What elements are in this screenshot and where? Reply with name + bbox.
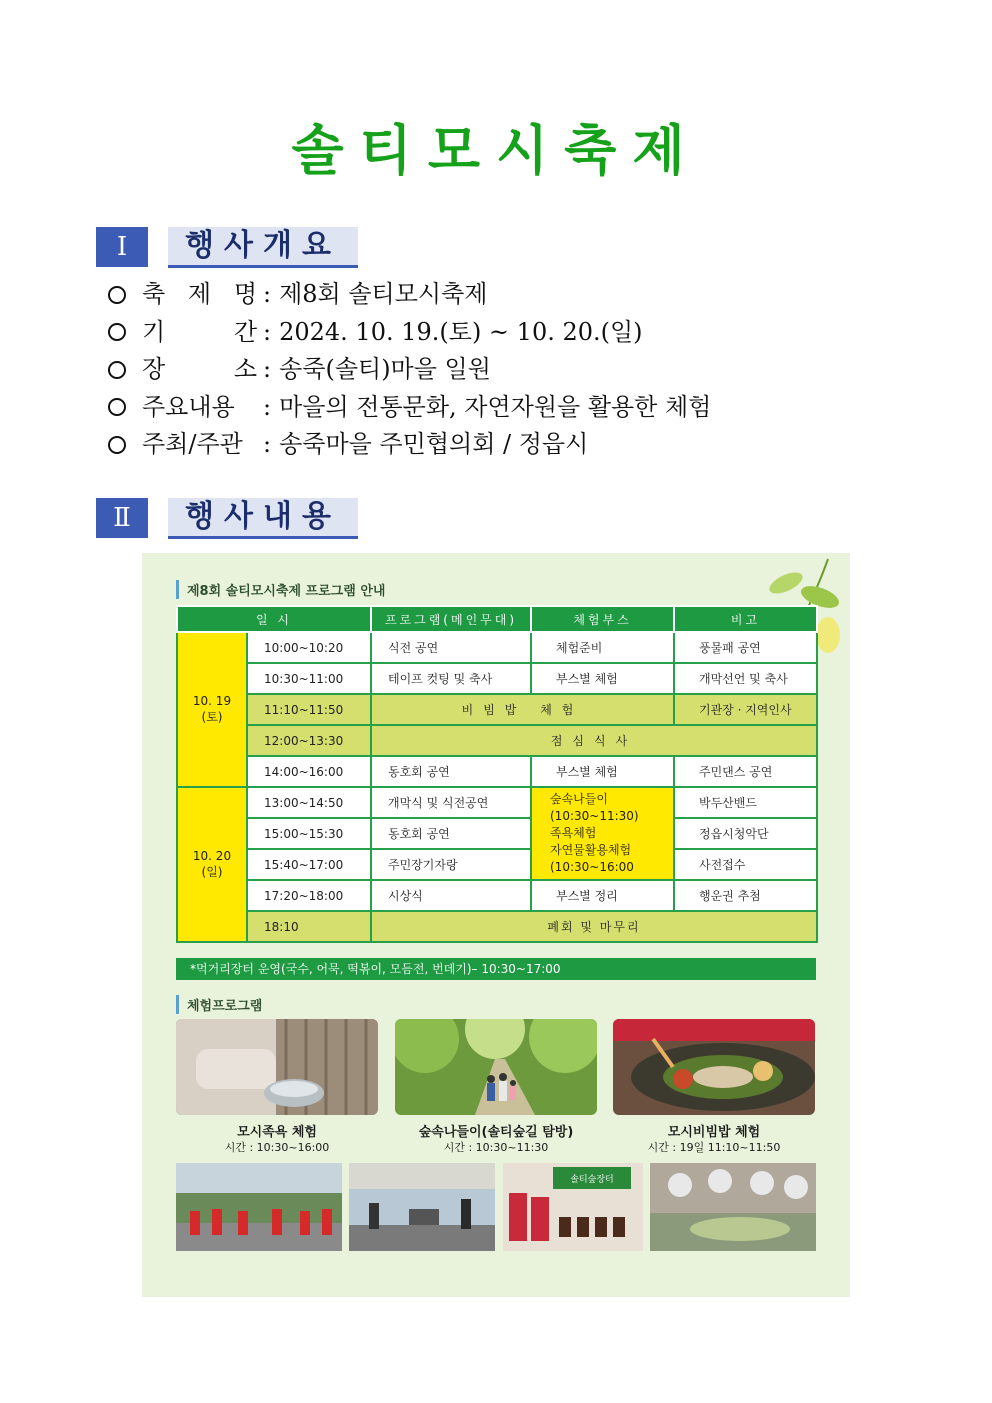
circle-bullet-icon xyxy=(108,436,126,454)
schedule-table xyxy=(176,605,818,943)
circle-bullet-icon xyxy=(108,361,126,379)
overview-item: 기 간 : 2024. 10. 19.(토) ~ 10. 20.(일) xyxy=(108,314,928,352)
time-cell: 12:00~13:30 xyxy=(247,725,371,756)
section-label: 행사개요 xyxy=(168,227,358,268)
time-cell: 13:00~14:50 xyxy=(247,787,371,818)
table-row xyxy=(177,663,817,694)
booth-cell: 체험준비 xyxy=(531,632,674,663)
forest-walk-photo xyxy=(395,1019,597,1115)
bibimbap-photo xyxy=(613,1019,815,1115)
table-header-row xyxy=(177,606,817,632)
day-cell xyxy=(177,632,247,787)
overview-item: 주최/주관 : 송죽마을 주민협의회 / 정읍시 xyxy=(108,426,928,464)
time-cell: 10:00~10:20 xyxy=(247,632,371,663)
note-cell: 풍물패 공연 xyxy=(674,632,817,663)
overview-label: 장 소 xyxy=(142,355,257,383)
forest-booth-cell xyxy=(531,787,674,880)
band-photo xyxy=(349,1163,495,1251)
overview-label: 주최/주관 xyxy=(142,430,243,458)
section-number: Ⅱ xyxy=(96,498,148,538)
page-title: 솔티모시축제 xyxy=(291,119,701,182)
foot-bath-photo xyxy=(176,1019,378,1115)
market-sign: 솔티숲장터 xyxy=(570,1175,614,1185)
time-cell: 14:00~16:00 xyxy=(247,756,371,787)
program-cell: 테이프 컷팅 및 축사 xyxy=(371,663,531,694)
column-header: 체험부스 xyxy=(531,606,674,632)
table-row xyxy=(177,756,817,787)
booth-cell: 부스별 정리 xyxy=(531,880,674,911)
overview-item: 장 소 : 송죽(솔티)마을 일원 xyxy=(108,351,928,389)
forest-line: (10:30~11:30) xyxy=(550,809,639,823)
market-photo xyxy=(503,1163,643,1251)
time-cell: 15:40~17:00 xyxy=(247,849,371,880)
dance-photo xyxy=(176,1163,342,1251)
cooking-photo xyxy=(650,1163,816,1251)
column-header: 비고 xyxy=(674,606,817,632)
span-cell: 폐회 및 마무리 xyxy=(371,911,817,942)
day-label: 10. 20 (일) xyxy=(192,849,232,879)
experience-time: 시간 : 19일 11:10~11:50 xyxy=(647,1141,781,1154)
forest-line: (10:30~16:00 xyxy=(550,860,634,874)
overview-value: 송죽(솔티)마을 일원 xyxy=(279,355,491,383)
experience-name: 모시비빔밥 체험 xyxy=(667,1125,761,1140)
day-label: 10. 19 (토) xyxy=(192,694,232,724)
program-cell: 개막식 및 식전공연 xyxy=(371,787,531,818)
note-cell: 기관장 · 지역인사 xyxy=(674,694,817,725)
note-cell: 개막선언 및 축사 xyxy=(674,663,817,694)
program-cell: 동호회 공연 xyxy=(371,818,531,849)
time-cell: 10:30~11:00 xyxy=(247,663,371,694)
section-label: 행사내용 xyxy=(168,498,358,539)
circle-bullet-icon xyxy=(108,323,126,341)
program-cell: 주민장기자랑 xyxy=(371,849,531,880)
day-cell xyxy=(177,787,247,942)
booth-cell: 부스별 체험 xyxy=(531,663,674,694)
time-cell: 18:10 xyxy=(247,911,371,942)
overview-value: 송죽마을 주민협의회 / 정읍시 xyxy=(279,430,589,458)
table-row xyxy=(177,911,817,942)
forest-line: 자연물활용체험 xyxy=(550,843,632,857)
festival-poster xyxy=(142,553,850,1297)
experience-time: 시간 : 10:30~16:00 xyxy=(224,1141,330,1154)
column-header: 일 시 xyxy=(177,606,371,632)
forest-line: 족욕체험 xyxy=(550,826,597,840)
table-row xyxy=(177,880,817,911)
overview-value: 제8회 솔티모시축제 xyxy=(279,280,488,308)
experience-name: 모시족욕 체험 xyxy=(237,1125,317,1140)
column-header: 프로그램(메인무대) xyxy=(371,606,531,632)
overview-label: 축 제 명 xyxy=(142,280,257,308)
overview-item: 주요내용 : 마을의 전통문화, 자연자원을 활용한 체험 xyxy=(108,389,928,427)
span-cell: 비빔밥 체험 xyxy=(371,694,674,725)
note-cell: 행운권 추첨 xyxy=(674,880,817,911)
table-row xyxy=(177,632,817,663)
note-cell: 정읍시청악단 xyxy=(674,818,817,849)
experience-title: 체험프로그램 xyxy=(176,995,262,1014)
note-cell: 박두산밴드 xyxy=(674,787,817,818)
circle-bullet-icon xyxy=(108,286,126,304)
overview-list xyxy=(108,276,928,464)
booth-cell: 부스별 체험 xyxy=(531,756,674,787)
program-cell: 식전 공연 xyxy=(371,632,531,663)
program-cell: 시상식 xyxy=(371,880,531,911)
note-cell: 주민댄스 공연 xyxy=(674,756,817,787)
overview-value: 마을의 전통문화, 자연자원을 활용한 체험 xyxy=(279,392,712,421)
table-row xyxy=(177,849,817,880)
table-row xyxy=(177,787,817,818)
time-cell: 15:00~15:30 xyxy=(247,818,371,849)
experience-name: 숲속나들이(솔티숲길 탐방) xyxy=(418,1125,574,1140)
program-title: 제8회 솔티모시축제 프로그램 안내 xyxy=(176,580,385,599)
span-cell: 점심식사 xyxy=(371,725,817,756)
time-cell: 11:10~11:50 xyxy=(247,694,371,725)
program-cell: 동호회 공연 xyxy=(371,756,531,787)
note-cell: 사전접수 xyxy=(674,849,817,880)
food-market-note: *먹거리장터 운영(국수, 어묵, 떡볶이, 모듬전, 번데기)– 10:30~17:00 xyxy=(176,958,816,980)
table-row xyxy=(177,818,817,849)
table-row xyxy=(177,725,817,756)
time-cell: 17:20~18:00 xyxy=(247,880,371,911)
overview-item: 축 제 명 : 제8회 솔티모시축제 xyxy=(108,276,928,314)
section-number: Ⅰ xyxy=(96,227,148,267)
table-row xyxy=(177,694,817,725)
overview-label: 기 간 xyxy=(142,317,257,346)
overview-value: 2024. 10. 19.(토) ~ 10. 20.(일) xyxy=(279,317,643,346)
experience-time: 시간 : 10:30~11:30 xyxy=(443,1141,549,1154)
overview-label: 주요내용 xyxy=(142,392,235,421)
forest-line: 숲속나들이 xyxy=(550,792,608,806)
circle-bullet-icon xyxy=(108,398,126,416)
